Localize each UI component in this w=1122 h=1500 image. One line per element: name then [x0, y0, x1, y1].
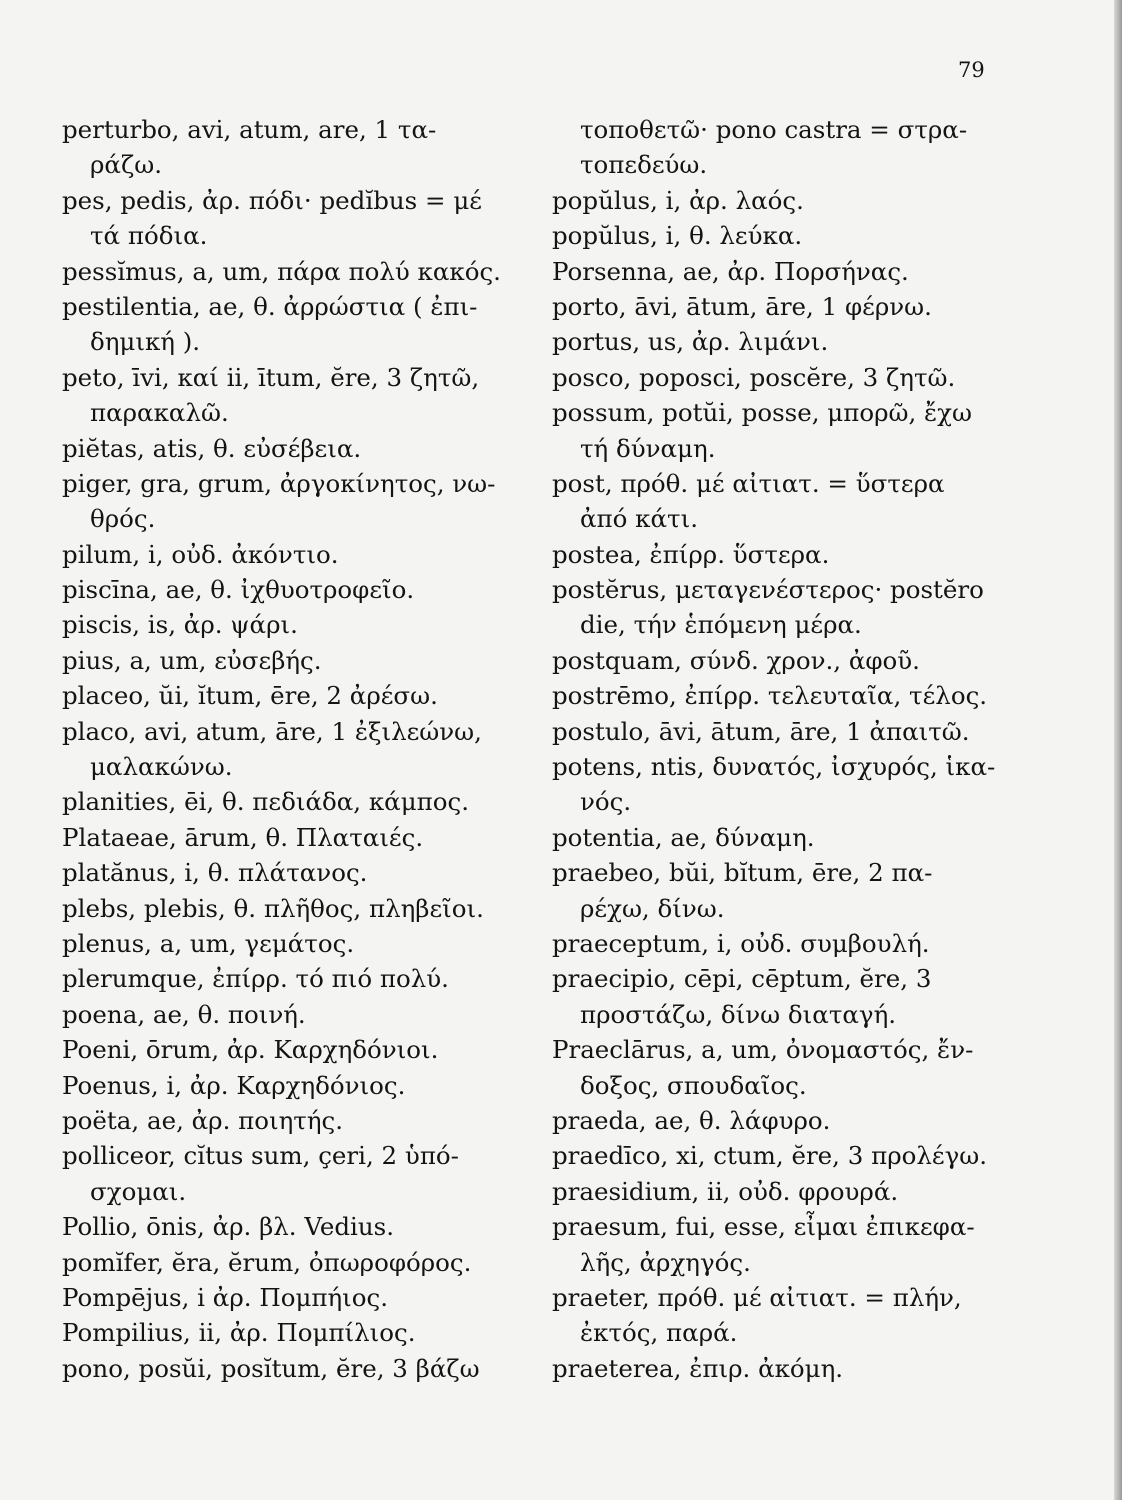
dictionary-entry-line: perturbo, avi, atum, are, 1 τα-	[62, 115, 437, 144]
dictionary-entry-line: Poeni, ōrum, ἀρ. Καρχηδόνιοι.	[62, 1035, 439, 1065]
entry-continuation-line: νός.	[580, 787, 632, 817]
dictionary-entry-line: pomĭfer, ĕra, ĕrum, ὀπωροφόρος.	[62, 1247, 472, 1277]
dictionary-entry-line: placeo, ŭi, ĭtum, ēre, 2 ἀρέσω.	[62, 681, 438, 711]
page-number: 79	[958, 58, 985, 82]
dictionary-entry-line: postĕrus, μεταγενέστερος· postĕro	[552, 575, 984, 605]
dictionary-entry-line: piscīna, ae, θ. ἰχθυοτροφεῖο.	[62, 575, 415, 605]
dictionary-entry-line: potens, ntis, δυνατός, ἰσχυρός, ἱκα-	[552, 752, 996, 782]
dictionary-entry-line: possum, potŭi, posse, μπορῶ, ἔχω	[552, 398, 972, 428]
dictionary-entry-line: praecipio, cēpi, cēptum, ĕre, 3	[552, 964, 932, 994]
dictionary-entry-line: postrēmo, ἐπίρρ. τελευταῖα, τέλος.	[552, 681, 988, 711]
dictionary-entry-line: piĕtas, atis, θ. εὐσέβεια.	[62, 433, 362, 463]
dictionary-entry-line: poena, ae, θ. ποινή.	[62, 999, 306, 1029]
dictionary-entry-line: Pompējus, i ἀρ. Πομπήιος.	[62, 1282, 389, 1312]
right-column	[552, 112, 1012, 1386]
dictionary-entry-line: Poenus, i, ἀρ. Καρχηδόνιος.	[62, 1070, 406, 1100]
dictionary-entry-line: potentia, ae, δύναμη.	[552, 822, 815, 852]
dictionary-entry-line: praebeo, bŭi, bĭtum, ēre, 2 πα-	[552, 858, 933, 888]
page-edge-shadow	[1114, 0, 1122, 1500]
dictionary-entry-line: praeterea, ἐπιρ. ἀκόμη.	[552, 1353, 844, 1383]
dictionary-entry-line: pilum, i, οὐδ. ἀκόντιο.	[62, 539, 339, 569]
dictionary-entry-line: postulo, āvi, ātum, āre, 1 ἀπαιτῶ.	[552, 716, 970, 746]
dictionary-entry-line: Porsenna, ae, ἀρ. Πορσήνας.	[552, 256, 909, 286]
left-column	[62, 112, 532, 1386]
dictionary-entry-line: platănus, i, θ. πλάτανος.	[62, 858, 368, 888]
dictionary-entry-line: praeda, ae, θ. λάφυρο.	[552, 1105, 831, 1135]
entry-continuation-line: δοξος, σπουδαῖος.	[580, 1070, 807, 1100]
dictionary-entry-line: pono, posŭi, posĭtum, ĕre, 3 βάζω	[62, 1353, 480, 1383]
dictionary-entry-line: praesidium, ii, οὐδ. φρουρά.	[552, 1176, 899, 1206]
entry-continuation-line: μαλακώνω.	[90, 752, 233, 782]
entry-continuation-line: τή δύναμη.	[580, 433, 716, 463]
dictionary-entry-line: posco, poposci, poscĕre, 3 ζητῶ.	[552, 362, 956, 392]
dictionary-entry-line: praeter, πρόθ. μέ αἰτιατ. = πλήν,	[552, 1282, 962, 1312]
dictionary-entry-line: pestilentia, ae, θ. ἀρρώστια ( ἐπι-	[62, 291, 478, 321]
entry-continuation-line: τά πόδια.	[90, 221, 208, 251]
entry-continuation-line: παρακαλῶ.	[90, 398, 229, 428]
entry-continuation-line: σχομαι.	[90, 1176, 187, 1206]
dictionary-entry-line: pes, pedis, ἀρ. πόδι· pedĭbus = μέ	[62, 185, 482, 215]
dictionary-entry-line: Praeclārus, a, um, ὀνομαστός, ἔν-	[552, 1035, 974, 1065]
dictionary-entry-line: popŭlus, i, θ. λεύκα.	[552, 221, 803, 251]
entry-continuation-line: τοπεδεύω.	[580, 150, 708, 180]
entry-continuation-line: ρέχω, δίνω.	[580, 893, 725, 923]
dictionary-entry-line: piger, gra, grum, ἀργοκίνητος, νω-	[62, 468, 496, 498]
entry-continuation-line: ἐκτός, παρά.	[580, 1318, 738, 1348]
dictionary-entry-line: praeceptum, i, οὐδ. συμβουλή.	[552, 928, 930, 958]
dictionary-entry-line: plenus, a, um, γεμάτος.	[62, 928, 355, 958]
dictionary-entry-line: praesum, fui, esse, εἶμαι ἐπικεφα-	[552, 1212, 975, 1242]
dictionary-entry-line: Plataeae, ārum, θ. Πλαταιές.	[62, 822, 424, 852]
dictionary-entry-line: plerumque, ἐπίρρ. τό πιό πολύ.	[62, 964, 449, 994]
entry-continuation-line: θρός.	[90, 504, 156, 534]
dictionary-entry-line: portus, us, ἀρ. λιμάνι.	[552, 327, 829, 357]
entry-continuation-line: δημική ).	[90, 327, 201, 357]
dictionary-entry-line: porto, āvi, ātum, āre, 1 φέρνω.	[552, 291, 932, 321]
dictionary-entry-line: peto, īvi, καί ii, ītum, ĕre, 3 ζητῶ,	[62, 362, 480, 392]
dictionary-entry-line: plebs, plebis, θ. πλῆθος, πληβεῖοι.	[62, 893, 484, 923]
dictionary-entry-line: poëta, ae, ἀρ. ποιητής.	[62, 1105, 344, 1135]
dictionary-entry-line: praedīco, xi, ctum, ĕre, 3 προλέγω.	[552, 1141, 987, 1171]
entry-continuation-line: ράζω.	[90, 150, 162, 180]
dictionary-entry-line: placo, avi, atum, āre, 1 ἐξιλεώνω,	[62, 716, 482, 746]
entry-continuation-line: die, τήν ἑπόμενη μέρα.	[580, 610, 862, 640]
dictionary-entry-line: Pollio, ōnis, ἀρ. βλ. Vedius.	[62, 1212, 394, 1242]
dictionary-entry-line: postquam, σύνδ. χρον., ἀφοῦ.	[552, 645, 920, 675]
dictionary-entry-line: planities, ēi, θ. πεδιάδα, κάμπος.	[62, 787, 470, 817]
dictionary-entry-line: popŭlus, i, ἀρ. λαός.	[552, 185, 804, 215]
dictionary-entry-line: piscis, is, ἀρ. ψάρι.	[62, 610, 298, 640]
dictionary-entry-line: pius, a, um, εὐσεβής.	[62, 645, 322, 675]
entry-continuation-line: ἀπό κάτι.	[580, 504, 698, 534]
dictionary-entry-line: pessĭmus, a, um, πάρα πολύ κακός.	[62, 256, 501, 286]
entry-continuation-line: προστάζω, δίνω διαταγή.	[580, 999, 897, 1029]
dictionary-entry-line: post, πρόθ. μέ αἰτιατ. = ὕστερα	[552, 468, 945, 498]
dictionary-entry-line: postea, ἐπίρρ. ὕστερα.	[552, 539, 830, 569]
dictionary-entry-line: Pompilius, ii, ἀρ. Πομπίλιος.	[62, 1318, 416, 1348]
entry-continuation-line: λῆς, ἀρχηγός.	[580, 1247, 751, 1277]
entry-continuation-line: τοποθετῶ· pono castra = στρα-	[580, 115, 968, 144]
dictionary-entry-line: polliceor, cĭtus sum, çeri, 2 ὑπό-	[62, 1141, 459, 1171]
